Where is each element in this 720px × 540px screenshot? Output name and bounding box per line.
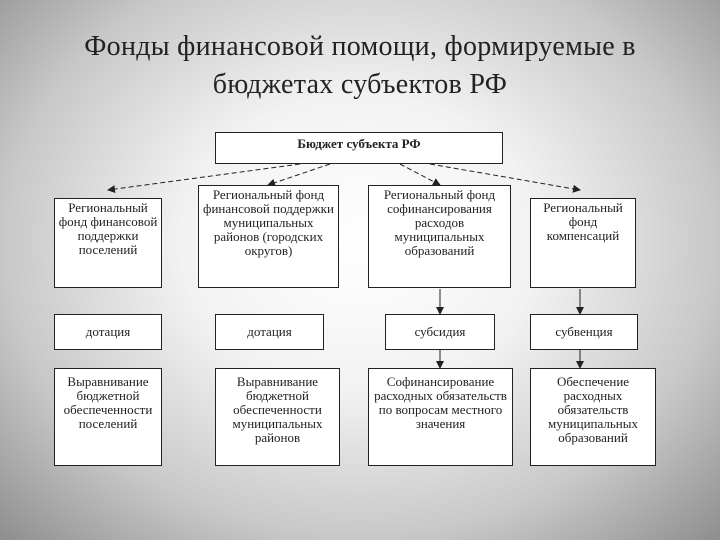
purpose-box-2: Выравнивание бюджетной обеспеченности муниципальных районов <box>215 368 340 466</box>
budget-box: Бюджет субъекта РФ <box>215 132 503 164</box>
fund-box-3: Региональный фонд софинансирования расходов муниципальных образований <box>368 185 511 288</box>
purpose-box-4: Обеспечение расходных обязательств муниципальных образований <box>530 368 656 466</box>
arrow-budget-to-fund-3 <box>400 164 440 185</box>
title-line-1: Фонды финансовой помощи, формируемые в <box>84 31 636 62</box>
transfer-box-3: субсидия <box>385 314 495 350</box>
purpose-box-3: Софинансирование расходных обязательств по вопросам местного значения <box>368 368 513 466</box>
transfer-box-4: субвенция <box>530 314 638 350</box>
transfer-box-1: дотация <box>54 314 162 350</box>
fund-box-1: Региональный фонд финансовой поддержки поселений <box>54 198 162 288</box>
fund-box-2: Региональный фонд финансовой поддержки муниципальных районов (городских округов) <box>198 185 339 288</box>
arrow-budget-to-fund-2 <box>268 164 330 185</box>
title-line-2: бюджетах субъектов РФ <box>212 69 508 100</box>
purpose-box-1: Выравнивание бюджетной обеспеченности поселений <box>54 368 162 466</box>
fund-box-4: Региональный фонд компенсаций <box>530 198 636 288</box>
transfer-box-2: дотация <box>215 314 324 350</box>
